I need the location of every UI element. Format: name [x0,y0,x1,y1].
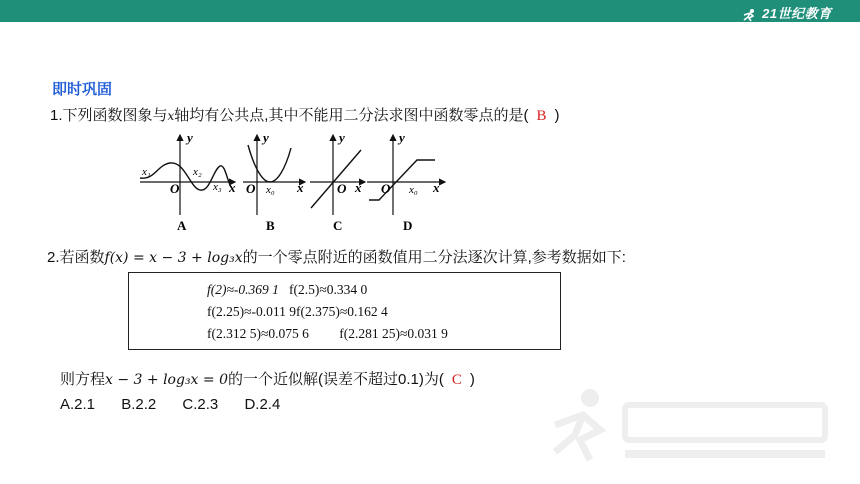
q3-equation: x − 3 + log₃x = 0 [105,372,228,388]
q1-close: ) [554,107,560,124]
table-cell: f(2.281 25)≈0.031 9 [339,326,448,341]
table-cell: f(2.5)≈0.334 0 [289,282,368,297]
answer-options [60,396,302,413]
question-3 [60,368,475,389]
graph-d-y-label: y [399,130,405,145]
q2-prefix: 2.若函数 [47,249,105,266]
option-c: C.2.3 [182,396,219,413]
graph-b-origin: O [246,181,256,196]
graph-a [140,130,236,233]
q3-answer: C [451,372,462,388]
graph-d [367,130,445,233]
graph-c-x-label: x [355,180,362,195]
graph-a-x2: x₂ [193,166,202,178]
table-cell: f(2.25)≈-0.011 9 [207,304,297,319]
graph-d-origin: O [381,181,391,196]
graph-b [243,130,305,233]
graph-d-x0: x₀ [409,184,418,196]
table-cell: f(2.312 5)≈0.075 6 [207,326,309,341]
graph-a-x1: x₁ [142,166,151,178]
graph-a-y-label: y [187,130,193,145]
graph-d-x-label: x [433,180,440,195]
graph-a-origin: O [170,181,180,196]
graph-b-label: B [266,218,275,233]
q1-text-after: 轴均有公共点,其中不能用二分法求图中函数零点的是( [174,107,529,124]
reference-data-table [128,272,561,350]
q3-close: ) [469,371,475,388]
q1-text-before: 1.下列函数图象与 [50,107,168,124]
section-title: 即时巩固 [52,81,113,98]
function-graphs [135,130,455,235]
q1-axis-var: x [167,109,175,123]
question-2 [47,246,626,267]
q3-suffix: 的一个近似解(误差不超过0.1)为( [228,371,444,388]
graph-c-y-label: y [339,130,345,145]
option-a: A.2.1 [60,396,96,413]
graph-a-x-label: x [229,180,236,195]
graph-b-x-label: x [297,180,304,195]
watermark-logo-icon [545,380,835,470]
graph-b-x0: x₀ [266,184,275,196]
graph-b-y-label: y [263,130,269,145]
brand-logo [742,3,832,22]
question-1 [50,104,559,125]
table-row [207,326,448,342]
q2-suffix: 的一个零点附近的函数值用二分法逐次计算,参考数据如下: [242,249,626,266]
table-row [207,304,388,320]
graph-c-origin: O [337,181,347,196]
graph-c-label: C [333,218,343,233]
table-cell: f(2.375)≈0.162 4 [296,304,388,319]
q3-prefix: 则方程 [60,371,106,388]
logo-text: 21世纪教育 [762,6,832,21]
table-cell: f(2)≈-0.369 1 [207,282,279,297]
q1-answer: B [536,108,547,124]
runner-logo-icon [742,8,758,22]
option-b: B.2.2 [121,396,157,413]
table-row [207,282,367,298]
graph-a-x3: x₃ [213,181,222,193]
graph-d-label: D [403,218,413,233]
q2-function: f(x) = x − 3 + log₃x [104,250,243,266]
graph-c [310,130,365,233]
option-d: D.2.4 [244,396,281,413]
graph-a-label: A [177,218,187,233]
